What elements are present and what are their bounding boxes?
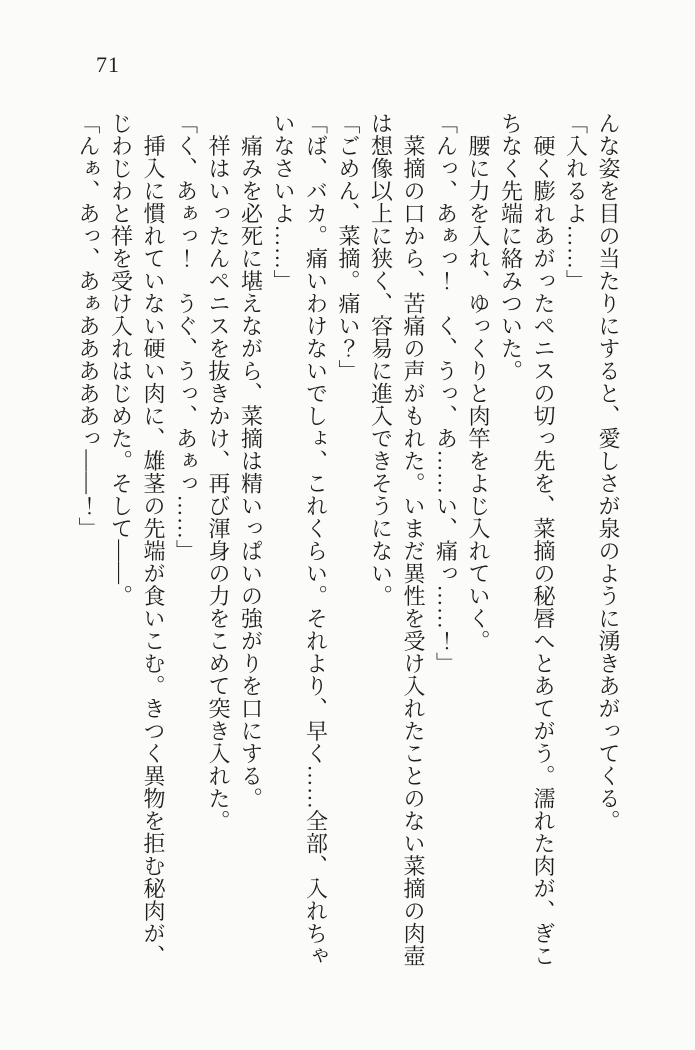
text-line: 痛みを必死に堪えながら、菜摘は精いっぱいの強がりを口にする。 (238, 112, 264, 810)
text-line: 祥はいったんペニスを抜きかけ、再び渾身の力をこめて突き入れた。 (206, 112, 231, 832)
text-line: 「入れるよ……」 (563, 112, 589, 292)
page-number: 71 (96, 52, 120, 77)
text-line: じわじわと祥を受け入れはじめた。そして――。 (108, 112, 134, 607)
page-text-block (72, 112, 625, 972)
text-line: んな姿を目の当たりにすると、愛しさが泉のように湧きあがってくる。 (596, 112, 621, 832)
text-line: 硬く膨れあがったペニスの切っ先を、菜摘の秘唇へとあてがう。濡れた肉が、ぎこ (531, 112, 556, 967)
text-line: いなさいよ……」 (271, 112, 296, 292)
text-line: 「ば、バカ。痛いわけないでしょ、これくらい。それより、早く……全部、入れちゃ (303, 112, 329, 967)
text-line: 「んぁ、あっ、あぁあああああっ――！」 (76, 112, 101, 540)
text-line: 「んっ、あぁっ！ く、うっ、あ……い、痛っ……！」 (433, 112, 459, 675)
text-line: 腰に力を入れ、ゆっくりと肉竿をよじ入れていく。 (466, 112, 491, 652)
text-line: 「く、あぁっ！ うぐ、うっ、あぁっ……」 (173, 112, 199, 562)
text-line: 「ごめん、菜摘。痛い？」 (336, 112, 361, 382)
text-line: 挿入に慣れていない硬い肉に、雄茎の先端が食いこむ。きつく異物を拒む秘肉が、 (141, 112, 166, 967)
text-line: 菜摘の口から、苦痛の声がもれた。いまだ異性を受け入れたことのない菜摘の肉壺 (401, 112, 426, 967)
text-line: は想像以上に狭く、容易に進入できそうにない。 (368, 112, 394, 607)
text-line: ちなく先端に絡みついた。 (498, 112, 524, 382)
